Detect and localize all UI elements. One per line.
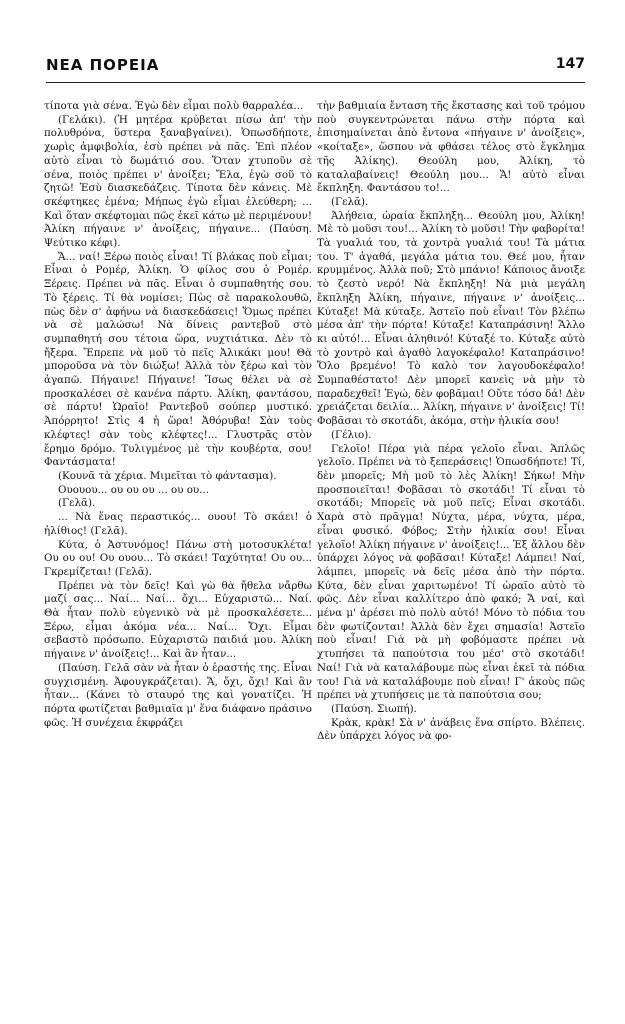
paragraph: Κρὰκ, κρὰκ! Σὰ ν' ἀνάβεις ἕνα σπίρτο. Βλέπεις. Δὲν ὑπάρχει λόγος νὰ φο- xyxy=(317,716,585,743)
left-column xyxy=(44,100,312,730)
paragraph: Πρέπει νὰ τὸν δεῖς! Καὶ γὼ θὰ ἤθελα νἄρθω μαζί σας... Ναί... Ναί... ὄχι... Εὐχαριστῶ... Ναί. Θὰ ἦταν πολὺ εὐγενικὸ νὰ μὲ προσκαλέσετε... Ξέρω, εἶμαι ἀκόμα νέα... Ναί... Ὄχι. Εἶμαι σεβαστὸ πρόσωπο. Εὐχαριστῶ παιδιά μου. Ἀλίκη πήγαινε ν' ἀνοίξεις!... Καὶ ἂν ἦταν... xyxy=(44,579,312,661)
paragraph: τὴν βαθμιαία ἔνταση τῆς ἔκστασης καὶ τοῦ τρόμου ποὺ συγκεντρώνεται πάνω στὴν πόρτα καὶ ἐπισημαίνεται ἀπὸ ἔντονα «πήγαινε ν' ἀνοίξεις», «κοίταξε», ὥσπου νὰ φθάσει τέλος στὸ ἔγκλημα τῆς Ἀλίκης). Θεούλη μου, Ἀλίκη, τὸ καταλαβαίνεις! Θεούλη μου... Ἄ! αὐτὸ εἶναι ἔκπληξη. Φαντάσου το!... xyxy=(317,100,585,195)
journal-title: ΝΕΑ ΠΟΡΕΙΑ xyxy=(46,56,160,74)
paragraph: Ουουου... ου ου ου ... ου ου... xyxy=(58,483,210,496)
paragraph: τίποτα γιὰ σένα. Ἐγὼ δὲν εἶμαι πολὺ θαρραλέα... xyxy=(44,100,304,112)
paragraph: (Παύση. Γελᾶ σὰν νὰ ἦταν ὁ ἐραστής της. Εἶναι συγχισμένη. Ἀφουγκράζεται). Ἄ, ὄχι, ὄχι! Καὶ ἂν ἦταν... (Κάνει τὸ σταυρό της καὶ γονατίζει. Ἡ πόρτα φωτίζεται βαθμιαῖα μ' ἕνα διάφανο πράσινο φῶς. Ἡ συνέχεια ἐκφράζει xyxy=(44,661,312,729)
paragraph: (Γελάκι). (Ἡ μητέρα κρύβεται πίσω ἀπ' τὴν πολυθρόνα, ὕστερα ξαναβγαίνει). Ὁπωσδήποτε, χωρὶς ἀμφιβολία, ἐσὺ πρέπει νὰ πᾶς. Ἐπὶ πλέον αὐτὸ εἶναι τὸ δωμάτιό σου. Ὅταν χτυποῦν σὲ σένα, ποιὸς πρέπει ν' ἀνοίξει; Ἔλα, ἐγὼ σοῦ τὸ ζητῶ! Ἐσὺ διασκεδάζεις. Τίποτα δὲν κάνεις. Μὲ σκέφτηκες ἐμένα; Μήπως ἐγὼ εἶμαι ἐλεύθερη; ... Καὶ ὅταν σκέφτομαι πῶς ἐκεῖ κάτω μὲ περιμένουν! Ἀλίκη πήγαινε ν' ἀνοίξεις, πήγαινε... (Παύση. Ψεύτικο κέφι). xyxy=(44,113,312,250)
paragraph: (Παύση. Σιωπή). xyxy=(331,702,417,715)
paragraph: (Γελᾶ). xyxy=(331,195,369,208)
paragraph: Κύτα, ὁ Ἀστυνόμος! Πάνω στὴ μοτοσυκλέτα! Ου ου ου! Ου ουου... Τὸ σκάει! Ταχύτητα! Ου ου... Γκρεμίζεται! (Γελᾶ). xyxy=(44,538,312,578)
paragraph: Ἀλήθεια, ὡραία ἔκπληξη... Θεούλη μου, Ἀλίκη! Μὲ τὸ μοῦσι του!... Ἀλίκη τὸ μοῦσι! Τὴν φαβορίτα! Τὰ γυαλιά του, τὰ χοντρὰ γυαλιά του! Τὰ μάτια του. Τ' ἀγαθά, μεγάλα μάτια του. Θεέ μου, ἦταν κρυμμένος. Ἀλλὰ ποῦ; Στὸ μπάνιο! Κάποιος ἄνοιξε τὸ ζεστὸ νερό! Νὰ ἔκπληξη! Νὰ μιὰ μεγάλη ἔκπληξη Ἀλίκη, πήγαινε, πήγαινε ν' ἀνοίξεις... Κύταξε! Μὰ κύταξε. Ἀστεῖο ποὺ εἶναι! Τὸν βλέπω μέσα ἀπ' τὴν πόρτα! Κύταξε! Καταπράσινη! Ἄλλο κι αὐτό!... Εἶναι ἀληθινό! Κύταξέ το. Κύταξε αὐτὸ τὸ χοντρὸ καὶ ἀγαθὸ λαγοκέφαλο! Καταπράσινο! Ὅλο βρεμένο! Τὸ καλὸ τον λαγουδοκέφαλο! Συμπαθέστατο! Δὲν μπορεῖ κανεὶς νὰ μὴν τὸ παραδεχθεῖ! Ἐγώ, δὲν φοβᾶμαι! Οὔτε τόσο δά! Δὲν χρειάζεται δειλία... Ἀλίκη, πήγαινε ν' ἀνοίξεις! Τί! Φοβᾶσαι τὸ σκοτάδι, ἀκόμα, στὴν ἡλικία σου! xyxy=(317,209,585,428)
running-header xyxy=(46,52,585,83)
paragraph: (Γέλιο). xyxy=(331,428,372,441)
paragraph: Ἄ... ναί! Ξέρω ποιὸς εἶναι! Τί βλάκας ποὺ εἶμαι; Εἶναι ὁ Ρομέρ, Ἀλίκη. Ὁ φίλος σου ὁ Ρομέρ. Ξέρεις. Πρέπει νὰ πᾶς. Εἶναι ὁ συμπαθητής σου. Τὸ ξέρεις. Τί θὰ νομίσει; Πὼς σὲ παρακολουθῶ, πὼς δὲν σ' ἀφήνω νὰ διασκεδάσεις! Ὅμως πρέπει νὰ σὲ μαλώσω! Νὰ δίνεις ραντεβοῦ στὸ συμπαθητή σου τέτοια ὥρα, νυχτιάτικα. Δὲν τὸ ἤξερα. Ἔπρεπε νὰ μοῦ τὸ πεῖς Ἀλικάκι μου! Θὰ μποροῦσα νὰ τὸν διώξω! Ἀλλὰ τὸν ξέρω καὶ τὸν ἀγαπῶ. Πήγαινε! Πήγαινε! Ἴσως θέλει νὰ σὲ προσκαλέσει σὲ κανένα πάρτυ. Ἀλίκη, φαντάσου, σὲ πάρτυ! Ὡραῖο! Ραντεβοῦ σούπερ μυστικό. Ἀπόρρητο! Στὶς 4 ἡ ὥρα! Ἀθόρυβα! Σὰν τοὺς κλέφτες! σὰν τοὺς κλέφτες!... Γλυστρᾶς στὸν ἔρημο δρόμο. Τυλιγμένος μὲ τὴν κουβέρτα, σου! Φαντάσματα! xyxy=(44,250,312,469)
paragraph: (Κουνᾶ τὰ χέρια. Μιμεῖται τὸ φάντασμα). xyxy=(58,469,277,482)
paragraph: ... Νὰ ἕνας περαστικός... ουου! Τὸ σκάει! ὁ ἠλίθιος! (Γελᾶ). xyxy=(44,511,312,537)
right-column xyxy=(317,100,585,744)
page-number: 147 xyxy=(555,56,585,72)
paragraph: (Γελᾶ). xyxy=(58,497,96,510)
paragraph: Γελοῖο! Πέρα γιὰ πέρα γελοῖο εἶναι. Ἁπλῶς γελοῖο. Πρέπει νὰ τὸ ξεπεράσεις! Ὁπωσδήποτε! Τί, δὲν μπορεῖς; Μὴ μοῦ τὸ λὲς Ἀλίκη! Σήκω! Μὴν προσποιεῖται! Φοβᾶσαι τὸ σκοτάδι! Τί εἶναι τὸ σκοτάδι; Μπορεῖς νὰ μοῦ πεῖς; Εἶναι σκοτάδι. Χαρὰ στὸ πρᾶγμα! Νύχτα, μέρα, νύχτα, μέρα, εἶναι φυσικό. Φόβος; Στὴν ἡλικία σου! Εἶναι γελοῖο! Ἀλίκη πήγαινε ν' ἀνοίξεις!... Ἐξ ἄλλου δὲν ὑπάρχει λόγος νὰ φοβᾶσαι! Κύταξε! Λάμπει! Ναί, λάμπει, μπορεῖς νὰ δεῖς μέσα ἀπὸ τὴν πόρτα. Κύτα, δὲν εἶναι χαριτωμένο! Τί ὡραῖο αὐτὸ τὸ φῶς. Δὲν εἶναι καλλίτερο ἀπὸ φακό; Ἄ ναί, καὶ μένα μ' ἀρέσει πιὸ πολὺ αὐτό! Μόνο τὸ πόδια του δὲν φωτίζονται! Ἀλλὰ δὲν ἔχει σημασία! Ἀστεῖο ποὺ εἶναι! Γιὰ νὰ μὴ φοβόμαστε πρέπει νὰ χτυπήσει τὰ παπούτσια του μέσ' στὸ σκοτάδι! Ναί! Γιὰ νὰ καταλάβουμε πὼς εἶναι ἐκεῖ τὰ πόδια του! Γιὰ νὰ καταλάβουμε ποὺ εἶναι! Γ' ἀκοὺς πῶς πρέπει νὰ χτυπήσεις με τὰ παπούτσια σου; xyxy=(317,442,585,702)
